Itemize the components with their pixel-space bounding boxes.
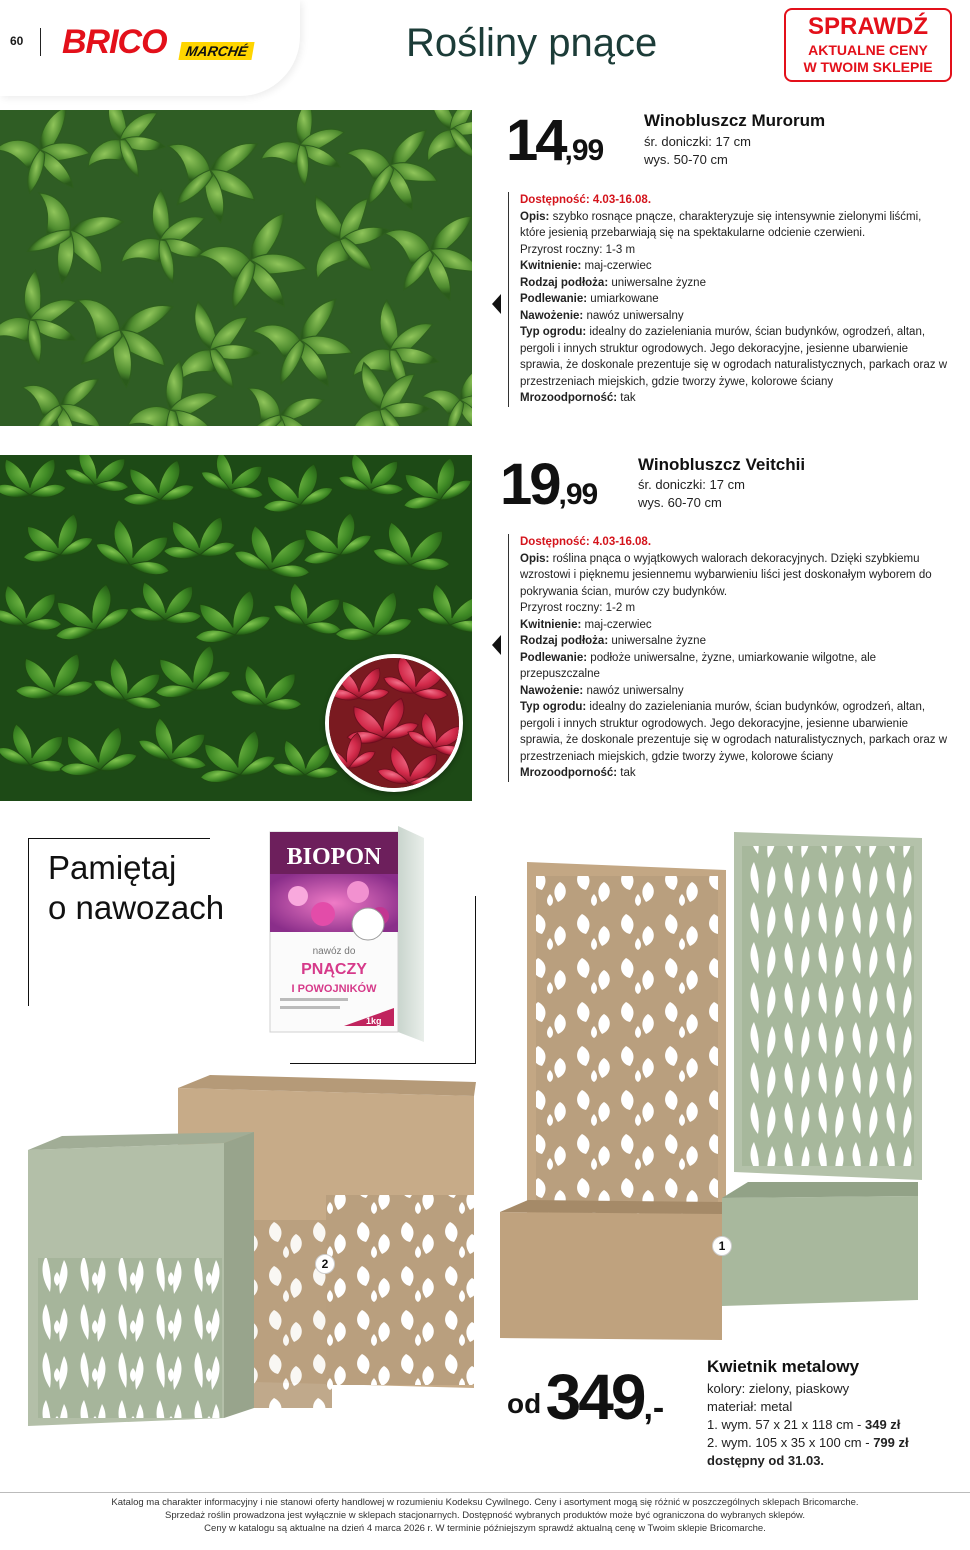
product2-growth: Przyrost roczny: 1-2 m: [520, 602, 636, 614]
product2-pot-size: śr. doniczki: 17 cm: [638, 477, 745, 492]
logo-brico-text: BRICO: [62, 23, 167, 61]
box-brand-text: BIOPON: [286, 844, 382, 870]
footer-line-1: Katalog ma charakter informacyjny i nie stanowi oferty handlowej w rozumieniu Kodeksu Cywilnego. Ceny i asortyment mogą się różnić w poszczególnych sklepach Bricomarche.: [111, 1497, 859, 1508]
planter-specs: [707, 1380, 909, 1470]
planter-number-badge-2: 2: [315, 1254, 335, 1274]
product1-garden-type: Typ ogrodu: idealny do zazieleniania murów, ścian budynków, ogrodzeń, altan, pergoli i innych struktur ogrodowych. Jego dekoracyjne, jesienne ubarwienie sprawia, że doskonale prezentuje się w ogrodach naturalistycznych, parkach oraz w przestrzeniach miejskich, gdzie tworzy żywe, kolorowe ściany: [520, 326, 947, 388]
product2-desc-row: Opis: roślina pnąca o wyjątkowych walorach dekoracyjnych. Dzięki szybkiemu wzrostowi i pięknemu jesiennemu wybarwieniu liści jest doskonałym wyborem do pokrywania ścian, murów czy budynków.: [520, 552, 932, 598]
planter-size-2: 2. wym. 105 x 35 x 100 cm - 799 zł: [707, 1435, 909, 1450]
product1-fertilizing: Nawożenie: nawóz uniwersalny: [520, 309, 684, 322]
footer-divider: [0, 1492, 970, 1493]
product1-bloom: Kwitnienie: maj-czerwiec: [520, 260, 652, 272]
badge-line-3: W TWOIM SKLEPIE: [803, 59, 933, 75]
product1-availability: Dostępność: 4.03-16.08.: [520, 194, 652, 206]
planter-price-int: 349: [545, 1361, 644, 1433]
product1-growth: Przyrost roczny: 1-3 m: [520, 243, 636, 256]
bricomarche-logo[interactable]: [62, 22, 262, 62]
product1-specs: [644, 133, 751, 169]
legal-footer: [20, 1496, 950, 1535]
box-line-3: I POWOJNIKÓW: [291, 983, 377, 995]
logo-marche-text: MARCHÉ: [178, 42, 255, 60]
reminder-line-1: Pamiętaj: [48, 849, 177, 886]
product2-price-dec: ,99: [558, 478, 598, 511]
product1-price: [506, 108, 604, 173]
footer-line-3: Ceny w katalogu są aktualne na dzień 4 marca 2026 r. W terminie późniejszym sprawdź aktualną cenę w Twoim sklepie Bricomarche.: [204, 1523, 766, 1534]
product2-price-int: 19: [500, 452, 559, 517]
planter-price: [507, 1360, 664, 1434]
product1-pointer-arrow: [492, 294, 501, 314]
product2-specs: [638, 476, 745, 512]
product1-desc-row: Opis: szybko rosnące pnącze, charakteryzuje się intensywnie zielonymi liśćmi, które jesienią przebarwiają się na spektakularne odcienie czerwieni.: [520, 210, 922, 239]
product2-soil: Rodzaj podłoża: uniwersalne żyzne: [520, 635, 706, 647]
planter-material: materiał: metal: [707, 1399, 793, 1414]
ivy-leaves-illustration: [0, 110, 472, 426]
planter-available-from: dostępny od 31.03.: [707, 1453, 825, 1468]
product1-pot-size: śr. doniczki: 17 cm: [644, 134, 751, 149]
product1-description: [508, 192, 948, 407]
product2-pointer-arrow: [492, 635, 501, 655]
product1-watering: Podlewanie: umiarkowane: [520, 293, 659, 305]
product2-fertilizing: Nawożenie: nawóz uniwersalny: [520, 684, 684, 697]
product2-price: [500, 452, 598, 517]
product2-description: [508, 534, 948, 782]
product2-watering: Podlewanie: podłoże uniwersalne, żyzne, umiarkowanie wilgotne, ale przepuszczalne: [520, 651, 877, 680]
product2-availability: Dostępność: 4.03-16.08.: [520, 536, 652, 548]
badge-line-2: AKTUALNE CENY: [808, 42, 928, 58]
product1-soil: Rodzaj podłoża: uniwersalne żyzne: [520, 276, 706, 289]
autumn-leaves-inset: [325, 654, 463, 792]
footer-line-2: Sprzedaż roślin prowadzona jest wyłącznie w sklepach stacjonarnych. Dostępność wybranych produktów może być ograniczona do wybranych sklepów.: [165, 1510, 805, 1521]
planter-colors: kolory: zielony, piaskowy: [707, 1381, 850, 1396]
product1-price-int: 14: [506, 108, 565, 173]
page-title: Rośliny pnące: [406, 21, 658, 65]
product1-name: Winobluszcz Murorum: [644, 111, 826, 130]
header-divider: [40, 28, 41, 56]
product2-name: Winobluszcz Veitchii: [638, 455, 806, 474]
badge-line-1: SPRAWDŹ: [808, 13, 928, 40]
product2-frost: Mrozoodporność: tak: [520, 767, 636, 779]
product2-bloom: Kwitnienie: maj-czerwiec: [520, 618, 652, 631]
product2-garden-type: Typ ogrodu: idealny do zazieleniania murów, ścian budynków, ogrodzeń, altan, pergoli i innych struktur ogrodowych. Jego dekoracyjne, jesienne ubarwienie sprawia, że doskonale prezentuje się w ogrodach naturalistycznych, parkach oraz w przestrzeniach miejskich, gdzie tworzy żywe, kolorowe ściany: [520, 701, 947, 763]
box-line-1: nawóz do: [312, 946, 356, 957]
planter-price-dec: ,-: [643, 1389, 665, 1427]
planter-name: Kwietnik metalowy: [707, 1357, 860, 1376]
page-number: 60: [10, 34, 24, 48]
ivy-veitchii-photo: [0, 455, 472, 801]
reminder-line-2: o nawozach: [48, 889, 225, 926]
planter-number-badge-1: 1: [712, 1236, 732, 1256]
check-prices-badge: [784, 8, 952, 82]
product1-price-dec: ,99: [564, 134, 604, 167]
page-header: [0, 0, 970, 96]
planter-price-prefix: od: [507, 1388, 542, 1419]
product1-frost: Mrozoodporność: tak: [520, 392, 636, 404]
ivy-murorum-photo: [0, 110, 472, 426]
product2-height: wys. 60-70 cm: [638, 495, 722, 510]
box-line-2: PNĄCZY: [301, 961, 367, 978]
product1-height: wys. 50-70 cm: [644, 152, 728, 167]
box-weight: 1kg: [366, 1016, 382, 1026]
planter-size-1: 1. wym. 57 x 21 x 118 cm - 349 zł: [707, 1417, 901, 1432]
